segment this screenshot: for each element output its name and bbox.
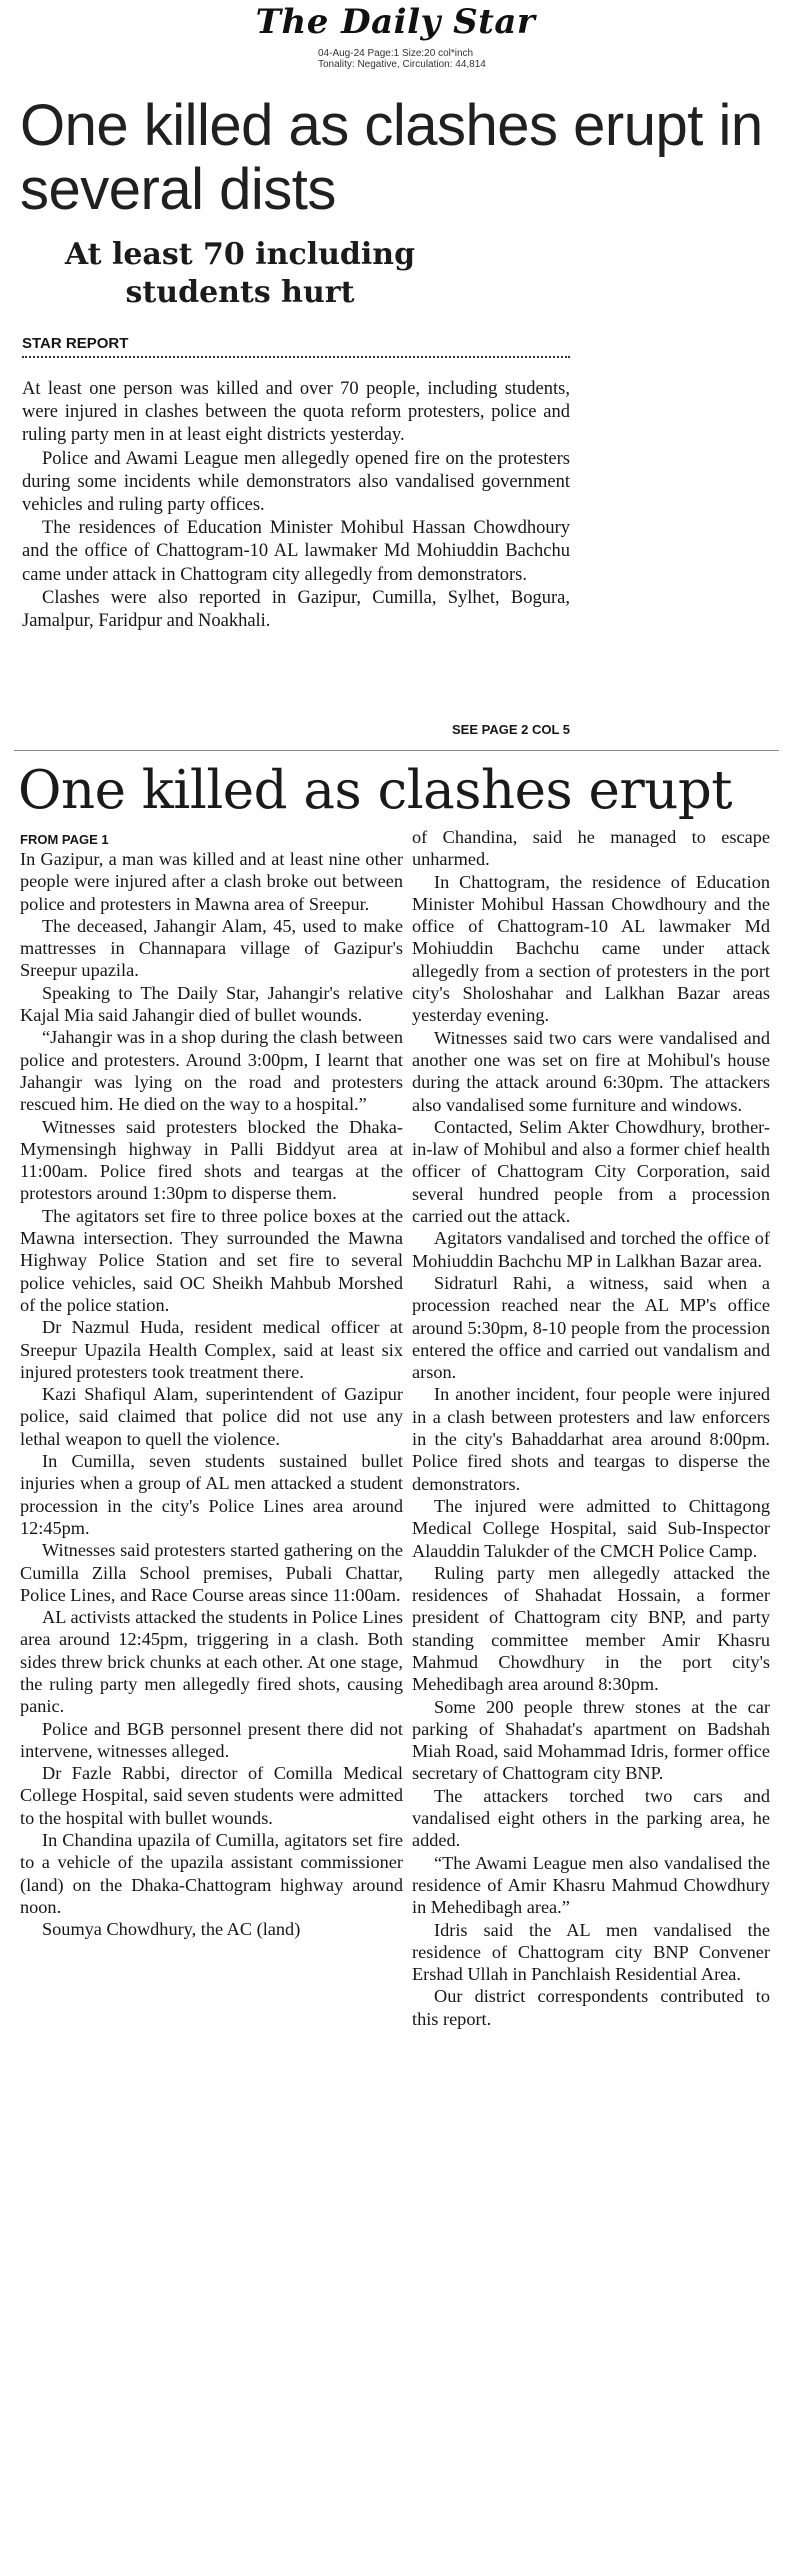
jump-headline: One killed as clashes erupt <box>18 760 733 821</box>
jump-paragraph: Contacted, Selim Akter Chowdhury, brother-in-law of Mohibul and also a former chief health officer of Chattogram City Corporation, said several hundred people from a procession carried out the attack. <box>412 1116 770 1227</box>
front-headline: One killed as clashes erupt in several dists <box>20 93 763 222</box>
jump-paragraph: In Gazipur, a man was killed and at least nine other people were injured after a clash broke out between police and protesters in Mawna area of Sreepur. <box>20 849 403 914</box>
meta-line-1: 04-Aug-24 Page:1 Size:20 col*inch <box>318 48 474 59</box>
jump-paragraph: In Chandina upazila of Cumilla, agitators set fire to a vehicle of the upazila assistant commissioner (land) on the Dhaka-Chattogram highway around noon. <box>20 1830 403 1917</box>
jump-paragraph: “Jahangir was in a shop during the clash between police and protesters. Around 3:00pm, I learnt that Jahangir was lying on the road and protesters rescued him. He died on the way to a hospital.” <box>20 1027 403 1115</box>
jump-paragraph: The agitators set fire to three police boxes at the Mawna intersection. They surrounded the Mawna Highway Police Station and set fire to several police vehicles, said OC Sheikh Mahbub Morshed of the police station. <box>20 1205 403 1315</box>
jump-paragraph: Agitators vandalised and torched the office of Mohiuddin Bachchu MP in Lalkhan Bazar area. <box>412 1228 770 1271</box>
masthead <box>0 0 791 70</box>
jump-paragraph: The injured were admitted to Chittagong Medical College Hospital, said Sub-Inspector Alauddin Talukder of the CMCH Police Camp. <box>412 1495 770 1561</box>
byline: STAR REPORT <box>22 335 570 358</box>
jump-paragraph: Dr Fazle Rabbi, director of Comilla Medical College Hospital, said seven students were admitted to the hospital with bullet wounds. <box>20 1763 403 1828</box>
front-body <box>22 378 570 633</box>
front-paragraph: At least one person was killed and over 70 people, including students, were injured in clashes between the quota reform protesters, police and ruling party men in at least eight districts yesterday. <box>22 379 570 446</box>
jump-paragraph: Idris said the AL men vandalised the residence of Chattogram city BNP Convener Ershad Ullah in Panchlaish Residential Area. <box>412 1919 770 1985</box>
jump-paragraph: Ruling party men allegedly attacked the residences of Shahadat Hossain, a former president of Chattogram city BNP, and party standing committee member Amir Khasru Mahmud Chowdhury in the port city's Mehedibagh area around 8:30pm. <box>412 1562 770 1695</box>
divider <box>14 750 779 751</box>
jump-column-1 <box>20 848 403 1941</box>
jump-paragraph: Our district correspondents contributed to this report. <box>412 1986 770 2029</box>
front-paragraph: The residences of Education Minister Mohibul Hassan Chowdhoury and the office of Chattogram-10 AL lawmaker Md Mohiuddin Bachchu came under attack in Chattogram city allegedly from demonstrators. <box>22 518 570 585</box>
front-paragraph: Police and Awami League men allegedly opened fire on the protesters during some incidents while demonstrators also vandalised government vehicles and ruling party offices. <box>22 448 570 516</box>
jump-paragraph: Police and BGB personnel present there did not intervene, witnesses alleged. <box>20 1718 403 1761</box>
jump-paragraph: Witnesses said protesters blocked the Dhaka-Mymensingh highway in Palli Biddyut area at 11:00am. Police fired shots and teargas at the protestors around 1:30pm to disperse them. <box>20 1116 403 1204</box>
front-subhead: At least 70 including students hurt <box>64 237 416 310</box>
jump-paragraph: In Cumilla, seven students sustained bullet injuries when a group of AL men attacked a student procession in the city's Police Lines area around 12:45pm. <box>20 1451 403 1538</box>
jump-paragraph: In Chattogram, the residence of Education Minister Mohibul Hassan Chowdhoury and the office of Chattogram-10 AL lawmaker Md Mohiuddin Bachchu came under attack allegedly from a section of protesters in the port city's Sholoshahar and Lalkhan Bazar areas yesterday evening. <box>412 871 770 1026</box>
jump-paragraph: The deceased, Jahangir Alam, 45, used to make mattresses in Channapara village of Gazipur's Sreepur upazila. <box>20 915 403 981</box>
jump-paragraph: The attackers torched two cars and vandalised eight others in the parking area, he added. <box>412 1785 770 1851</box>
jump-paragraph: Soumya Chowdhury, the AC (land) <box>42 1919 301 1940</box>
front-paragraph: Clashes were also reported in Gazipur, Cumilla, Sylhet, Bogura, Jamalpur, Faridpur and Noakhali. <box>22 587 570 632</box>
from-page-label: FROM PAGE 1 <box>20 832 109 847</box>
jump-paragraph: Some 200 people threw stones at the car parking of Shahadat's apartment on Badshah Miah Road, said Mohammad Idris, former office secretary of Chattogram city BNP. <box>412 1696 770 1784</box>
jump-paragraph: “The Awami League men also vandalised the residence of Amir Khasru Mahmud Chowdhury in Mehedibagh area.” <box>412 1852 770 1918</box>
jump-paragraph: Speaking to The Daily Star, Jahangir's relative Kajal Mia said Jahangir died of bullet wounds. <box>20 982 403 1026</box>
jump-paragraph: Sidraturl Rahi, a witness, said when a procession reached near the AL MP's office around 5:30pm, 8-10 people from the procession entered the office and carried out vandalism and arson. <box>412 1272 770 1383</box>
jump-paragraph: Witnesses said two cars were vandalised and another one was set on fire at Mohibul's house during the attack around 6:30pm. The attackers also vandalised some furniture and windows. <box>412 1027 770 1115</box>
jump-column-2 <box>412 826 770 2030</box>
jump-paragraph: Dr Nazmul Huda, resident medical officer at Sreepur Upazila Health Complex, said at least six injured protesters took treatment there. <box>20 1317 403 1382</box>
meta-line-2: Tonality: Negative, Circulation: 44,814 <box>318 59 486 70</box>
jump-paragraph: of Chandina, said he managed to escape unharmed. <box>412 827 770 870</box>
jump-reference: SEE PAGE 2 COL 5 <box>451 722 570 737</box>
jump-paragraph: In another incident, four people were injured in a clash between protesters and law enforcers in the city's Bahaddarhat area around 8:00pm. Police fired shots and teargas to disperse the demonstrators. <box>412 1384 770 1494</box>
jump-paragraph: Kazi Shafiqul Alam, superintendent of Gazipur police, said claimed that police did not use any lethal weapon to quell the violence. <box>20 1384 403 1449</box>
jump-paragraph: Witnesses said protesters started gathering on the Cumilla Zilla School premises, Pubali Chattar, Police Lines, and Race Course areas since 11:00am. <box>20 1540 403 1605</box>
clipping-meta <box>318 48 486 70</box>
newspaper-logo: The Daily Star <box>255 2 536 42</box>
jump-paragraph: AL activists attacked the students in Police Lines area around 12:45pm, triggering in a clash. Both sides threw brick chunks at each other. At one stage, the ruling party men allegedly fired shots, causing panic. <box>20 1607 403 1717</box>
